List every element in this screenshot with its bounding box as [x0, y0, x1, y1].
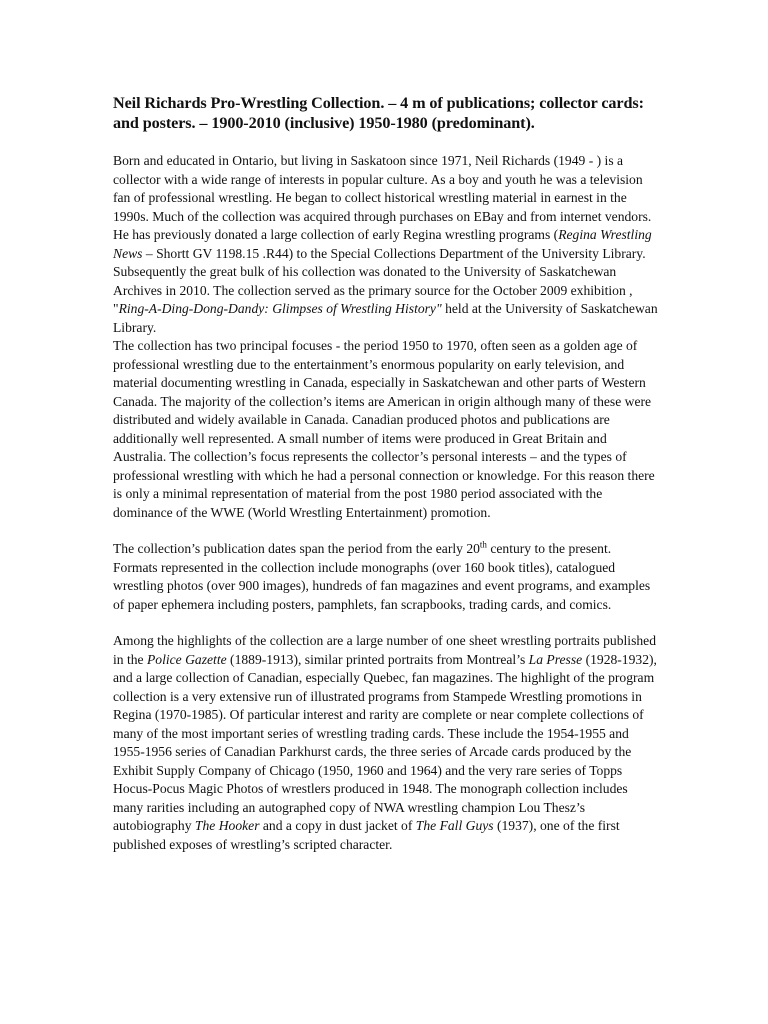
- text-run: Born and educated in Ontario, but living in Saskatoon since 1971, Neil Richards (1949 - ) is a collector with a wide range of interests in popular culture. As a boy and youth he was a television fan of professional wrestling. He began to collect historical wrestling material in earnest in the 1990s. Much of the collection was acquired through purchases on EBay and from internet vendors. He has previously donated a large collection of early Regina wrestling programs (: [113, 153, 652, 242]
- text-run: (1937), one of the first published exposes of wrestling’s scripted character.: [113, 818, 620, 852]
- paragraph-biography: [113, 152, 658, 337]
- text-run: and a copy in dust jacket of: [259, 818, 416, 833]
- book-title: The Fall Guys: [415, 818, 494, 833]
- text-run: (1928-1932), and a large collection of Canadian, especially Quebec, fan magazines. The highlight of the program collection is a very extensive run of illustrated programs from Stampede Wrestling promotions in Regina (1970-1985). Of particular interest and rarity are complete or near complete collections of many of the most important series of wrestling trading cards. These include the 1954-1955 and 1955-1956 series of Canadian Parkhurst cards, the three series of Arcade cards produced by the Exhibit Supply Company of Chicago (1950, 1960 and 1964) and the very rare series of Topps Hocus-Pocus Magic Photos of wrestlers produced in 1948. The monograph collection includes many rarities including an autographed copy of NWA wrestling champion Lou Thesz’s autobiography: [113, 651, 657, 833]
- publication-title: Regina Wrestling News: [113, 227, 652, 261]
- publication-title: Police Gazette: [146, 651, 227, 667]
- document-title: Neil Richards Pro-Wrestling Collection. – 4 m of publications; collector cards: and posters. – 1900-2010 (inclusive) 1950-1980 (predominant).: [113, 94, 644, 132]
- exhibition-title: Ring-A-Ding-Dong-Dandy: Glimpses of Wrestling History": [118, 301, 442, 316]
- text-run: held at the University of Saskatchewan Library.: [113, 301, 658, 335]
- text-run: century to the present. Formats represented in the collection include monographs (over 160 book titles), catalogued wrestling photos (over 900 images), hundreds of fan magazines and event programs, and examples of paper ephemera including posters, pamphlets, fan scrapbooks, trading cards, and comics.: [113, 541, 651, 612]
- text-run: – Shortt GV 1198.15 .R44) to the Special Collections Department of the University Library. Subsequently the great bulk of his collection was donated to the University of Saskatchewan Archives in 2010. The collection served as the primary source for the October 2009 exhibition , ": [113, 245, 646, 316]
- paragraph-focuses: The collection has two principal focuses - the period 1950 to 1970, often seen as a golden age of professional wrestling due to the entertainment’s enormous popularity on early television, and material documenting wrestling in Canada, especially in Saskatchewan and other parts of Western Canada. The majority of the collection’s items are American in origin although many of these were distributed and widely available in Canada. Canadian produced photos and publications are additionally well represented. A small number of items were produced in Great Britain and Australia. The collection’s focus represents the collector’s personal interests – and the types of professional wrestling with which he had a personal connection or knowledge. For this reason there is only a minimal representation of material from the post 1980 period associated with the dominance of the WWE (World Wrestling Entertainment) promotion.: [113, 338, 655, 520]
- paragraph-gap: [113, 614, 658, 632]
- text-run: (1889-1913), similar printed portraits from Montreal’s: [226, 651, 529, 667]
- superscript: th: [479, 539, 487, 550]
- paragraph-formats: [113, 540, 658, 614]
- publication-title: La Presse: [528, 651, 583, 667]
- document-body: [113, 93, 658, 854]
- paragraph-gap: [113, 522, 658, 540]
- text-run: The collection’s publication dates span the period from the early 20: [113, 541, 480, 556]
- book-title: The Hooker: [194, 818, 260, 833]
- paragraph-highlights: [113, 632, 658, 854]
- text-run: Among the highlights of the collection are a large number of one sheet wrestling portraits published in the: [113, 633, 656, 667]
